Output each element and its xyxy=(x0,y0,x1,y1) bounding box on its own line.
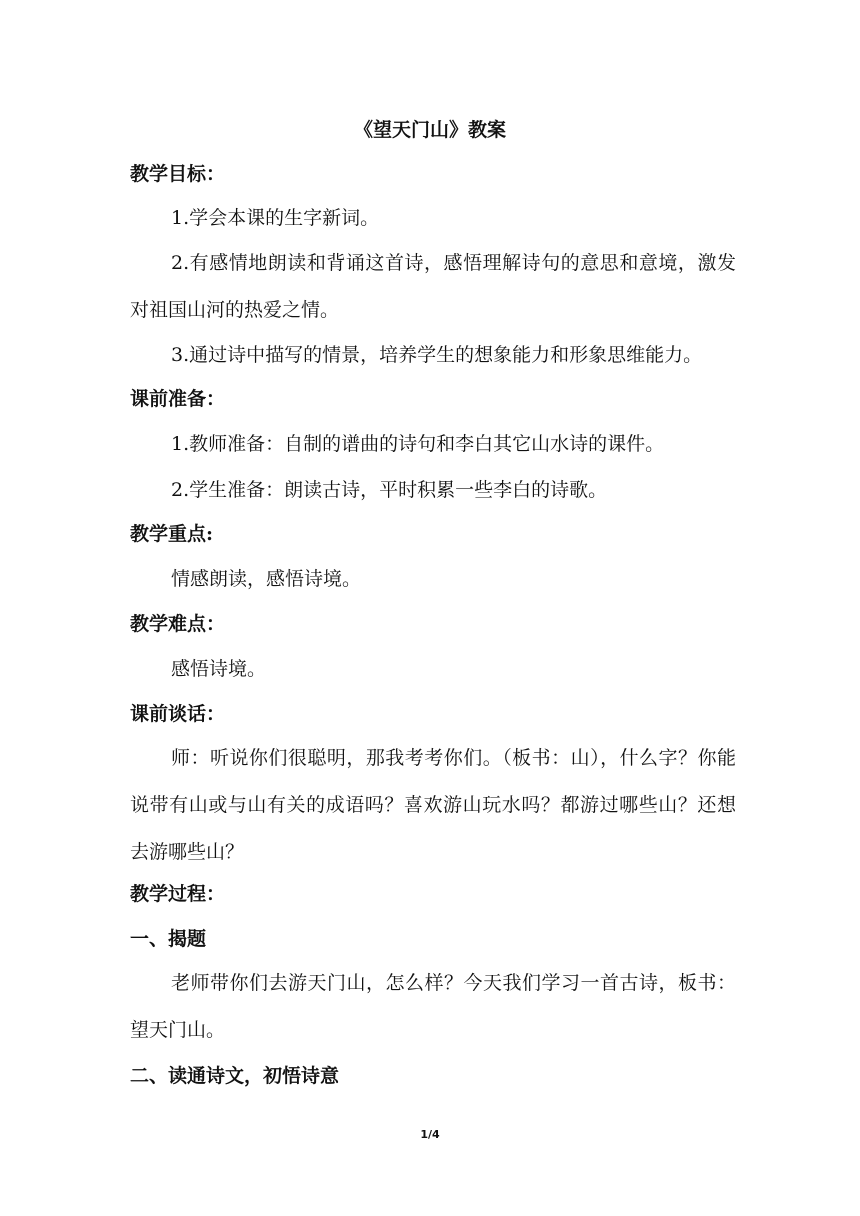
prep-item-2: 2.学生准备：朗读古诗，平时积累一些李白的诗歌。 xyxy=(171,479,608,501)
prep-item-1: 1.教师准备：自制的谱曲的诗句和李白其它山水诗的课件。 xyxy=(171,433,665,455)
difficulty-heading: 教学难点： xyxy=(130,613,226,635)
prep-heading: 课前准备： xyxy=(130,388,226,410)
document-title: 《望天门山》教案 xyxy=(353,119,506,141)
goal-item-1: 1.学会本课的生字新词。 xyxy=(171,207,380,229)
page-number: 1/4 xyxy=(420,1128,440,1141)
key-points-text: 情感朗读，感悟诗境。 xyxy=(171,568,362,590)
pre-class-talk-heading: 课前谈话： xyxy=(130,703,226,725)
goal-item-3: 3.通过诗中描写的情景，培养学生的想象能力和形象思维能力。 xyxy=(171,344,703,366)
key-points-heading: 教学重点: xyxy=(130,523,214,545)
step2-heading: 二、读通诗文，初悟诗意 xyxy=(130,1065,340,1087)
step1-heading: 一、揭题 xyxy=(130,928,207,950)
process-heading: 教学过程： xyxy=(130,883,226,905)
pre-class-talk-text: 师：听说你们很聪明，那我考考你们。（板书：山），什么字？你能说带有山或与山有关的成语吗？喜欢游山玩水吗？都游过哪些山？还想去游哪些山？ xyxy=(130,747,736,863)
goals-heading: 教学目标： xyxy=(130,163,226,185)
goal-item-2: 2.有感情地朗读和背诵这首诗，感悟理解诗句的意思和意境，激发对祖国山河的热爱之情。 xyxy=(130,252,736,321)
difficulty-text: 感悟诗境。 xyxy=(171,658,267,680)
step1-text: 老师带你们去游天门山，怎么样？今天我们学习一首古诗，板书：望天门山。 xyxy=(130,972,736,1041)
